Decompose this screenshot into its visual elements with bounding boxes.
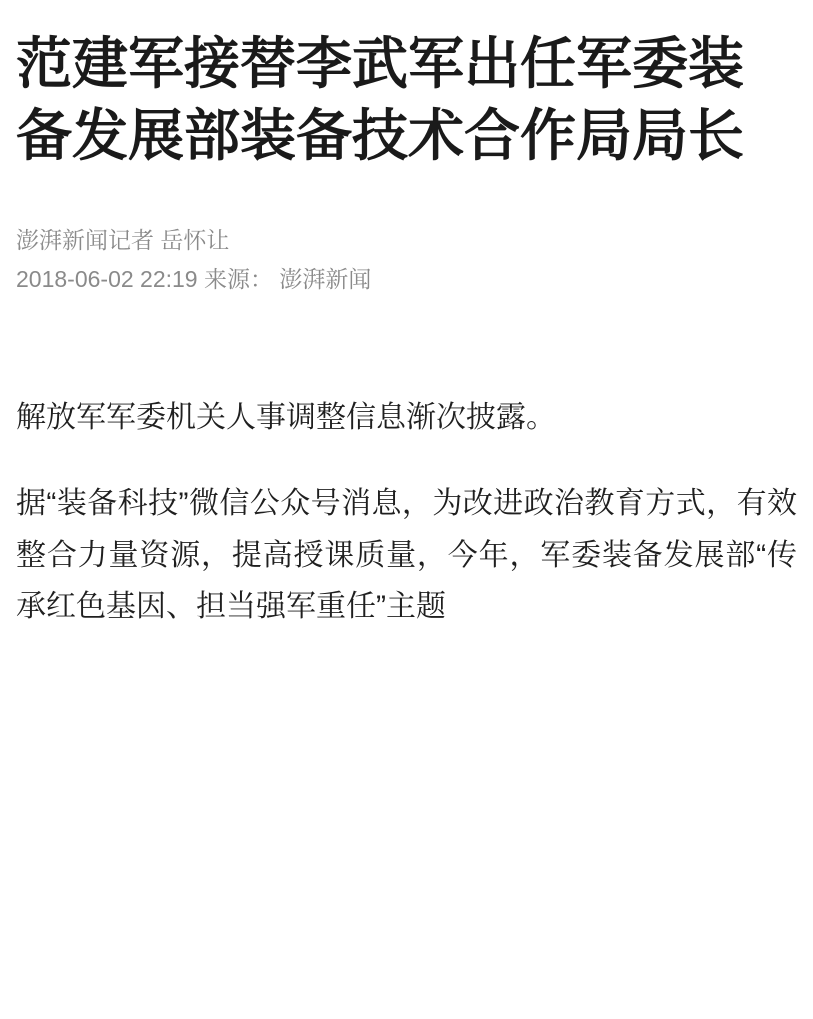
article-source-label: 来源：: [204, 265, 273, 292]
article-datetime: 2018-06-02 22:19: [16, 265, 198, 292]
article-meta: [16, 262, 797, 297]
byline-block: [16, 223, 797, 296]
article-paragraph: 据“装备科技”微信公众号消息，为改进政治教育方式，有效整合力量资源，提高授课质量，今年，军委装备发展部“传承红色基因、担当强军重任”主题: [16, 486, 797, 624]
article-body: [16, 392, 797, 632]
article-author: 澎湃新闻记者 岳怀让: [16, 227, 230, 254]
page-title: 范建军接替李武军出任军委装备发展部装备技术合作局局长: [16, 32, 744, 167]
article-paragraph: 解放军军委机关人事调整信息渐次披露。: [16, 401, 556, 435]
article-source-name: 澎湃新闻: [279, 265, 372, 292]
